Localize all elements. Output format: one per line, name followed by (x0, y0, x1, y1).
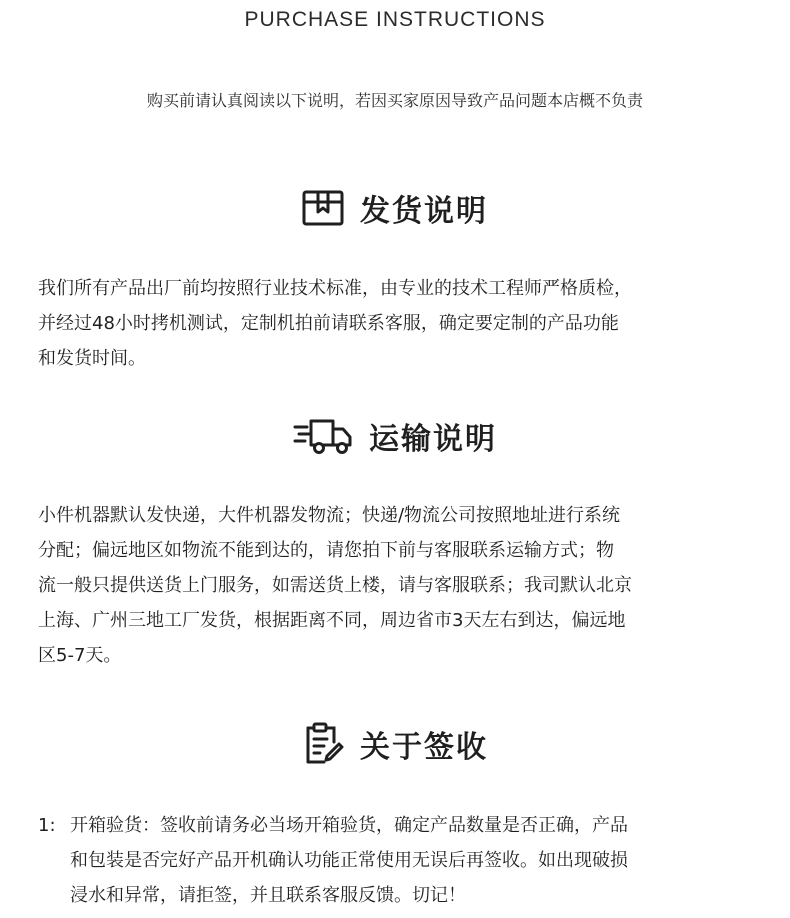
signing-line (38, 808, 758, 843)
transport-line: 上海、广州三地工厂发货，根据距离不同，周边省市3天左右到达，偏远地 (38, 610, 626, 631)
section-title-shipping: 发货说明 (360, 194, 488, 229)
signing-line: 浸水和异常，请拒签，并且联系客服反馈。切记！ (70, 885, 466, 906)
section-body-signing (38, 808, 758, 913)
section-title-signing: 关于签收 (360, 730, 488, 765)
transport-line: 分配；偏远地区如物流不能到达的，请您拍下前与客服联系运输方式；物 (38, 540, 614, 561)
section-heading-signing (0, 722, 790, 766)
shipping-line: 我们所有产品出厂前均按照行业技术标准，由专业的技术工程师严格质检， (38, 278, 632, 299)
shipping-line: 并经过48小时拷机测试，定制机拍前请联系客服，确定要定制的产品功能 (38, 313, 619, 334)
item-number: 1: (38, 815, 56, 836)
shipping-line: 和发货时间。 (38, 348, 146, 369)
signing-line-text: 开箱验货：签收前请务必当场开箱验货，确定产品数量是否正确，产品 (70, 815, 628, 836)
transport-line: 区5-7天。 (38, 645, 122, 666)
transport-line: 流一般只提供送货上门服务，如需送货上楼，请与客服联系；我司默认北京 (38, 575, 632, 596)
section-heading-shipping (0, 186, 790, 230)
section-heading-transport (0, 414, 790, 458)
delivery-truck-icon (293, 417, 353, 455)
package-box-icon (302, 190, 344, 226)
signing-line: 和包装是否完好产品开机确认功能正常使用无误后再签收。如出现破损 (70, 850, 628, 871)
section-body-shipping (38, 271, 758, 376)
transport-line: 小件机器默认发快递，大件机器发物流；快递/物流公司按照地址进行系统 (38, 505, 621, 526)
purchase-notice: 购买前请认真阅读以下说明，若因买家原因导致产品问题本店概不负责 (146, 91, 643, 110)
section-title-transport: 运输说明 (369, 422, 497, 457)
section-body-transport (38, 498, 758, 673)
sign-document-icon (302, 722, 344, 766)
page-title: PURCHASE INSTRUCTIONS (244, 8, 546, 31)
